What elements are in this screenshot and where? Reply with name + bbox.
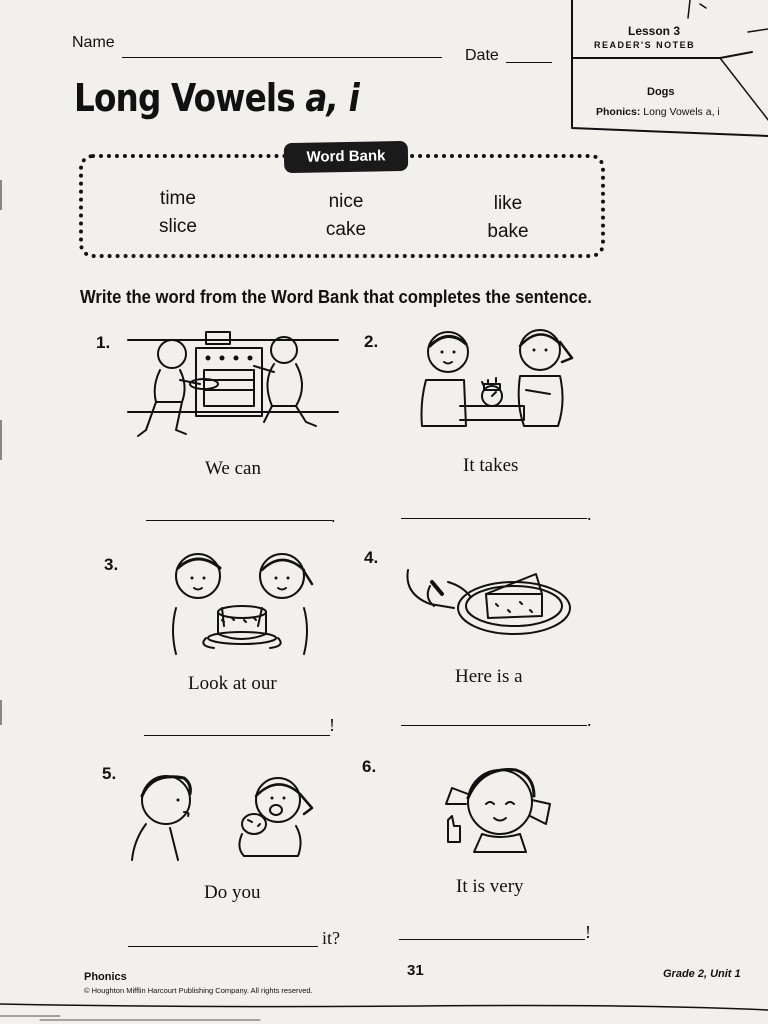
answer-blank[interactable] bbox=[401, 725, 587, 726]
title-letters: a, i bbox=[305, 76, 359, 120]
word-bank-word: nice bbox=[328, 191, 364, 212]
item-number: 2. bbox=[364, 332, 379, 351]
word-bank-label: Word Bank bbox=[284, 141, 409, 173]
sentence-prompt: Here is a bbox=[455, 666, 523, 687]
sentence-prompt: Look at our bbox=[188, 673, 277, 694]
phonics-info bbox=[596, 106, 720, 118]
boy-with-timer-icon bbox=[416, 322, 576, 438]
phonics-value: Long Vowels a, i bbox=[643, 106, 720, 118]
footer-copyright: © Houghton Mifflin Harcourt Publishing Company. All rights reserved. bbox=[84, 986, 313, 995]
item-number: 5. bbox=[102, 764, 117, 783]
scan-mark bbox=[0, 700, 2, 725]
item-number: 1. bbox=[96, 333, 111, 352]
smiling-girl-thumbs-up-icon bbox=[438, 760, 558, 856]
two-children-baking-icon bbox=[126, 326, 340, 442]
sentence-prompt: Do you bbox=[204, 882, 261, 903]
sentence-prompt: It is very bbox=[456, 876, 524, 897]
name-field[interactable] bbox=[122, 57, 442, 58]
instructions: Write the word from the Word Bank that completes the sentence. bbox=[80, 286, 592, 307]
answer-blank[interactable] bbox=[399, 939, 585, 940]
page-number: 31 bbox=[407, 962, 424, 979]
item-number: 3. bbox=[104, 555, 119, 574]
phonics-label: Phonics: bbox=[596, 106, 641, 118]
word-bank-word: slice bbox=[158, 216, 197, 237]
name-label: Name bbox=[72, 34, 115, 51]
sentence-end: ! bbox=[329, 715, 335, 735]
sentence-prompt: It takes bbox=[463, 455, 519, 476]
boy-and-girl-eating-icon bbox=[128, 764, 312, 864]
lesson-label: Lesson 3 bbox=[628, 24, 681, 38]
word-bank-word: cake bbox=[325, 219, 367, 240]
word-bank-word: bake bbox=[487, 221, 529, 242]
sentence-end: . bbox=[587, 504, 592, 524]
footer-subject: Phonics bbox=[84, 971, 127, 983]
hand-with-cake-slice-icon bbox=[404, 564, 572, 640]
scan-mark bbox=[0, 180, 2, 210]
sentence-end: . bbox=[331, 506, 336, 526]
sentence-prompt: We can bbox=[205, 458, 261, 479]
story-title: Dogs bbox=[647, 86, 675, 98]
sentence-end: it? bbox=[322, 928, 340, 948]
footer-grade: Grade 2, Unit 1 bbox=[663, 968, 741, 980]
sentence-end: . bbox=[587, 710, 592, 730]
word-bank-word: time bbox=[160, 188, 196, 209]
date-field[interactable] bbox=[506, 62, 552, 63]
notebook-label: READER'S NOTEB bbox=[594, 40, 696, 50]
answer-blank[interactable] bbox=[401, 518, 587, 519]
item-number: 4. bbox=[364, 548, 379, 567]
sentence-end: ! bbox=[585, 922, 591, 942]
children-holding-cake-icon bbox=[168, 546, 312, 658]
item-number: 6. bbox=[362, 757, 377, 776]
page-bottom-edge bbox=[0, 1000, 768, 1024]
page-title bbox=[74, 76, 359, 120]
answer-blank[interactable] bbox=[144, 735, 330, 736]
word-bank-word: like bbox=[493, 193, 523, 214]
date-label: Date bbox=[465, 47, 499, 64]
answer-blank[interactable] bbox=[146, 520, 332, 521]
title-text: Long Vowels bbox=[74, 76, 306, 120]
lesson-corner-box bbox=[570, 0, 768, 140]
answer-blank[interactable] bbox=[128, 946, 318, 947]
scan-mark bbox=[0, 420, 2, 460]
